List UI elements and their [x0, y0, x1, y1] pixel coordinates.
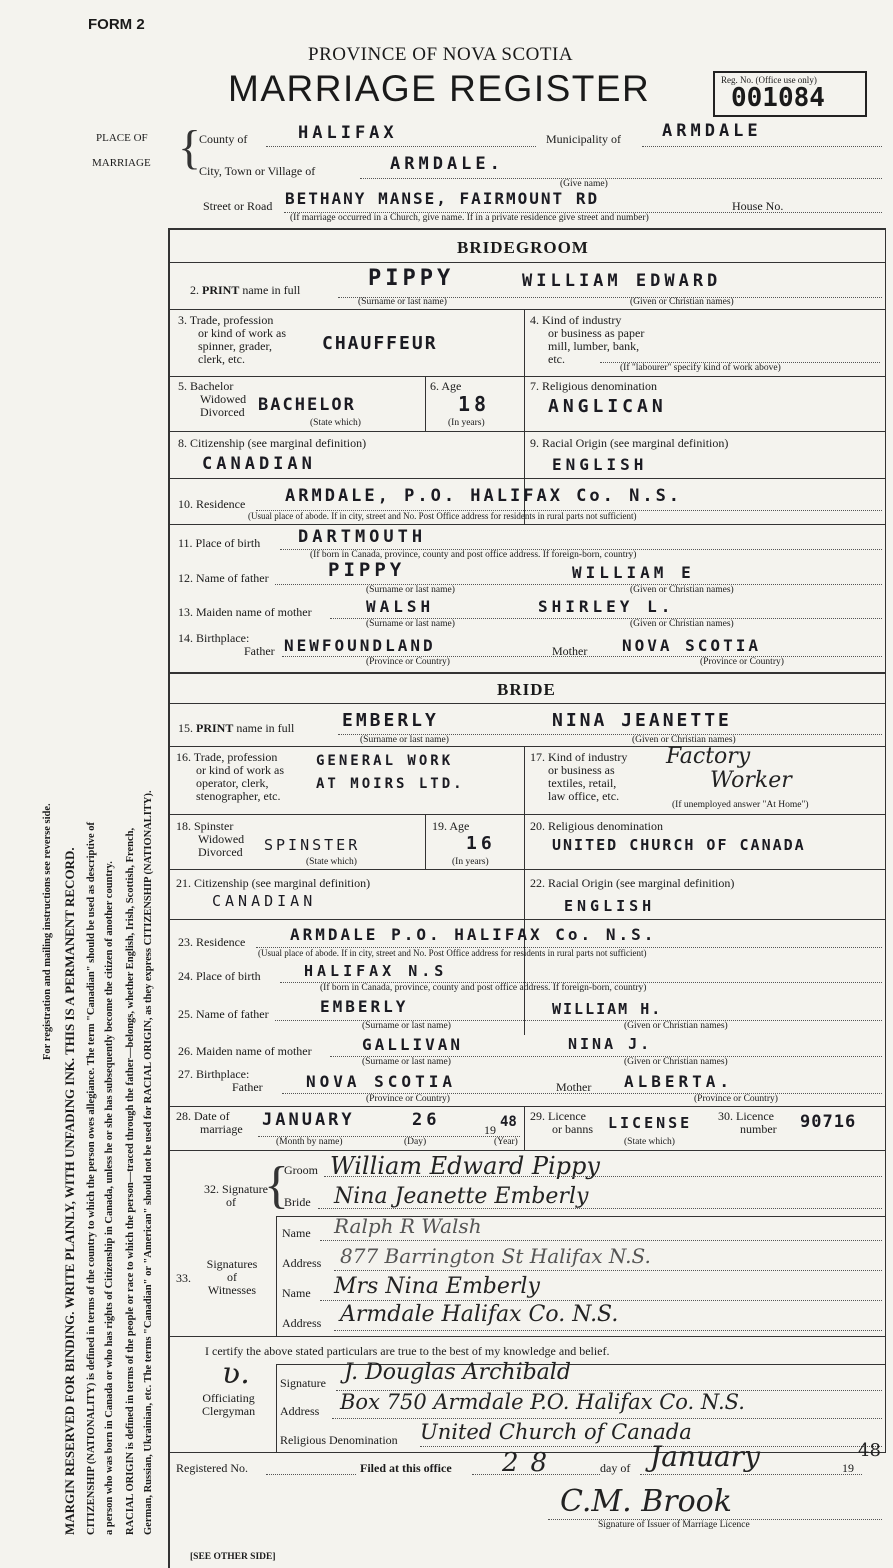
- filed-label: Filed at this office: [360, 1461, 452, 1475]
- bride-father-surname-caption: (Surname or last name): [362, 1021, 451, 1031]
- groom-bp-father-label: Father: [244, 644, 275, 658]
- groom-status: BACHELOR: [258, 395, 356, 415]
- groom-industry-caption: (If "labourer" specify kind of work above): [620, 363, 781, 373]
- groom-citizenship-label: 8. Citizenship (see marginal definition): [178, 436, 367, 450]
- margin-line-2: MARGIN RESERVED FOR BINDING. WRITE PLAINLY, WITH UNFADING INK. THIS IS A PERMANENT RECORD.: [62, 847, 77, 1535]
- filed-year: 48: [858, 1440, 881, 1461]
- groom-bp-mother-caption: (Province or Country): [700, 657, 784, 667]
- bride-birthplace-label: 27. Birthplace:: [178, 1067, 250, 1081]
- filed-year-prefix: 19: [842, 1461, 854, 1475]
- municipality-value: ARMDALE: [662, 121, 762, 141]
- bride-father-given-caption: (Given or Christian names): [624, 1021, 728, 1031]
- w2-address: Armdale Halifax Co. N.S.: [340, 1302, 619, 1327]
- bride-citizenship-label: 21. Citizenship (see marginal definition): [176, 876, 371, 890]
- bride-trade-label: 16. Trade, profession or kind of work as operator, clerk, stenographer, etc.: [176, 750, 284, 803]
- groom-father-given-caption: (Given or Christian names): [630, 585, 734, 595]
- licence-type: LICENSE: [608, 1114, 693, 1132]
- licence-number: 90716: [800, 1112, 857, 1132]
- bride-age-label: 19. Age: [432, 819, 470, 833]
- marriage-day: 26: [412, 1110, 441, 1130]
- clergy-signature: J. Douglas Archibald: [344, 1360, 571, 1385]
- marriage-year-prefix: 19: [484, 1123, 496, 1137]
- bride-age-caption: (In years): [452, 857, 489, 867]
- groom-given: WILLIAM EDWARD: [522, 271, 722, 291]
- bride-mother-given: NINA J.: [568, 1035, 653, 1053]
- filed-month: January: [650, 1440, 760, 1473]
- give-name-caption: (Give name): [560, 179, 608, 189]
- margin-line-1: For registration and mailing instructions see reverse side.: [42, 803, 53, 1060]
- date-label: 28. Date of marriage: [176, 1109, 243, 1136]
- groom-father-surname: PIPPY: [328, 559, 406, 581]
- bride-mother-surname-caption: (Surname or last name): [362, 1057, 451, 1067]
- bride-religion: UNITED CHURCH OF CANADA: [552, 836, 806, 854]
- reg-no-label: Reg. No. (Office use only): [721, 75, 817, 85]
- groom-bp-father-caption: (Province or Country): [366, 657, 450, 667]
- bride-bp-mother: ALBERTA.: [624, 1072, 734, 1091]
- groom-mother-surname-caption: (Surname or last name): [366, 619, 455, 629]
- groom-birthplace-label: 14. Birthplace:: [178, 631, 250, 645]
- groom-surname-caption: (Surname or last name): [358, 297, 447, 307]
- groom-birth-label: 11. Place of birth: [178, 536, 261, 550]
- see-other-side: [SEE OTHER SIDE]: [190, 1552, 276, 1562]
- registered-label: Registered No.: [176, 1461, 248, 1475]
- groom-mother-given: SHIRLEY L.: [538, 597, 675, 616]
- groom-father-surname-caption: (Surname or last name): [366, 585, 455, 595]
- groom-racial: ENGLISH: [552, 455, 648, 474]
- groom-birth-caption: (If born in Canada, province, county and post office address. If foreign-born, country): [310, 550, 637, 560]
- groom-status-label: 5. Bachelor Widowed Divorced: [178, 379, 247, 419]
- w1-name: Ralph R Walsh: [334, 1214, 482, 1238]
- bride-mother-surname: GALLIVAN: [362, 1035, 464, 1054]
- clergy-address-label: Address: [280, 1404, 320, 1418]
- bride-mother-given-caption: (Given or Christian names): [624, 1057, 728, 1067]
- bride-father-label: 25. Name of father: [178, 1007, 269, 1021]
- groom-birth: DARTMOUTH: [298, 527, 427, 547]
- margin-line-3: CITIZENSHIP (NATIONALITY) is defined in terms of the country to which the person owes allegiance. The term "Canadian" should be used as descriptive of: [86, 821, 97, 1535]
- w1-address: 877 Barrington St Halifax N.S.: [340, 1244, 651, 1268]
- bride-religion-label: 20. Religious denomination: [530, 819, 663, 833]
- bride-father-surname: EMBERLY: [320, 997, 409, 1016]
- bride-given: NINA JEANETTE: [552, 710, 732, 731]
- groom-mother-surname: WALSH: [366, 597, 435, 616]
- place-label-2: MARRIAGE: [92, 157, 151, 169]
- bride-name-label: 15. PRINT name in full: [178, 721, 295, 735]
- clergy-sig-label: Signature: [280, 1376, 326, 1390]
- page-title: MARRIAGE REGISTER: [228, 68, 651, 109]
- signature-label: 32. Signature of: [204, 1182, 268, 1209]
- bride-sig-label: Bride: [284, 1195, 311, 1209]
- issuer-caption: Signature of Issuer of Marriage Licence: [598, 1520, 750, 1530]
- bride-industry-line-2: Worker: [710, 768, 792, 793]
- form-number: FORM 2: [88, 16, 145, 33]
- groom-residence-label: 10. Residence: [178, 497, 246, 511]
- bride-heading: BRIDE: [497, 680, 556, 699]
- marriage-year: 48: [500, 1114, 517, 1130]
- groom-trade: CHAUFFEUR: [322, 333, 438, 354]
- bride-citizenship: CANADIAN: [212, 892, 317, 910]
- reg-no-box: [713, 71, 867, 117]
- w1-address-label: Address: [282, 1256, 322, 1270]
- groom-state-caption: (State which): [310, 418, 361, 428]
- margin-line-6: German, Russian, Ukrainian, etc. The terms "Canadian" or "American" should not be used for RACIAL ORIGIN, as they express CITIZENSHIP (NATIONALITY).: [143, 790, 154, 1535]
- county-label: County of: [199, 132, 248, 146]
- groom-bp-mother-label: Mother: [552, 644, 588, 658]
- province-title: PROVINCE OF NOVA SCOTIA: [308, 44, 574, 65]
- margin-line-4: a person who was born in Canada or who has rights of Citizenship in Canada, unless he or she has subsequently become the citizen of another country.: [104, 861, 115, 1535]
- groom-given-caption: (Given or Christian names): [630, 297, 734, 307]
- groom-residence: ARMDALE, P.O. HALIFAX Co. N.S.: [285, 486, 683, 506]
- witness-label: Signatures of Witnesses: [206, 1257, 258, 1297]
- groom-industry-label: 4. Kind of industry or business as paper mill, lumber, bank, etc.: [530, 313, 645, 366]
- month-caption: (Month by name): [276, 1137, 343, 1147]
- groom-name-label: 2. PRINT name in full: [190, 283, 301, 297]
- county-value: HALIFAX: [298, 123, 398, 143]
- groom-bp-father: NEWFOUNDLAND: [284, 636, 436, 655]
- day-of-label: day of: [600, 1461, 631, 1475]
- bride-industry-caption: (If unemployed answer "At Home"): [672, 800, 809, 810]
- street-value: BETHANY MANSE, FAIRMOUNT RD: [285, 189, 600, 208]
- w1-name-label: Name: [282, 1226, 311, 1240]
- w2-address-label: Address: [282, 1316, 322, 1330]
- bride-surname: EMBERLY: [342, 710, 439, 731]
- place-brace: {: [178, 121, 202, 174]
- clergy-denomination: United Church of Canada: [420, 1420, 692, 1444]
- bride-racial-label: 22. Racial Origin (see marginal definition): [530, 876, 735, 890]
- clergy-denom-label: Religious Denomination: [280, 1433, 398, 1447]
- street-caption: (If marriage occurred in a Church, give name. If in a private residence give street and number): [290, 213, 649, 223]
- groom-surname: PIPPY: [368, 266, 455, 291]
- bride-bp-father-label: Father: [232, 1080, 263, 1094]
- bride-age: 16: [466, 833, 496, 854]
- bride-bp-father-caption: (Province or Country): [366, 1094, 450, 1104]
- clergy-address: Box 750 Armdale P.O. Halifax Co. N.S.: [340, 1390, 745, 1414]
- bride-mother-label: 26. Maiden name of mother: [178, 1044, 312, 1058]
- city-value: ARMDALE.: [390, 154, 504, 174]
- clergy-label: Officiating Clergyman: [202, 1391, 256, 1418]
- groom-age-caption: (In years): [448, 418, 485, 428]
- licence-number-label: 30. Licence number: [718, 1109, 777, 1136]
- bride-trade-line-1: GENERAL WORK: [316, 753, 454, 769]
- groom-age: 18: [458, 392, 491, 416]
- bride-industry-label: 17. Kind of industry or business as textiles, retail, law office, etc.: [530, 750, 628, 803]
- bride-bp-father: NOVA SCOTIA: [306, 1072, 456, 1091]
- bride-birth-label: 24. Place of birth: [178, 969, 261, 983]
- groom-bp-mother: NOVA SCOTIA: [622, 636, 761, 655]
- bride-trade-line-2: AT MOIRS LTD.: [316, 776, 465, 792]
- street-label: Street or Road: [203, 199, 273, 213]
- bride-status: SPINSTER: [264, 836, 361, 854]
- bride-bp-mother-label: Mother: [556, 1080, 592, 1094]
- margin-line-5: RACIAL ORIGIN is defined in terms of the people or race to which the person—traced through the father—belongs, whether English, Irish, Scottish, French,: [125, 827, 136, 1535]
- groom-racial-label: 9. Racial Origin (see marginal definition): [530, 436, 729, 450]
- marriage-month: JANUARY: [262, 1110, 355, 1130]
- bride-given-caption: (Given or Christian names): [632, 735, 736, 745]
- groom-mother-given-caption: (Given or Christian names): [630, 619, 734, 629]
- groom-religion: ANGLICAN: [548, 396, 667, 417]
- city-label: City, Town or Village of: [199, 164, 316, 178]
- groom-age-label: 6. Age: [430, 379, 462, 393]
- bride-industry-line-1: Factory: [666, 744, 751, 769]
- w2-name-label: Name: [282, 1286, 311, 1300]
- groom-trade-label: 3. Trade, profession or kind of work as spinner, grader, clerk, etc.: [178, 313, 286, 366]
- filed-day: 28: [502, 1448, 560, 1478]
- groom-father-label: 12. Name of father: [178, 571, 269, 585]
- municipality-label: Municipality of: [546, 132, 621, 146]
- groom-residence-caption: (Usual place of abode. If in city, street and No. Post Office address for residents in rural parts not sufficient): [248, 511, 637, 521]
- groom-religion-label: 7. Religious denomination: [530, 379, 657, 393]
- bride-state-caption: (State which): [306, 857, 357, 867]
- licence-caption: (State which): [624, 1137, 675, 1147]
- reg-no: 001084: [731, 83, 825, 113]
- witness-number: 33.: [176, 1271, 191, 1285]
- licence-label: 29. Licence or banns: [530, 1109, 593, 1136]
- issuer-signature: C.M. Brook: [560, 1484, 732, 1519]
- place-label-1: PLACE OF: [96, 132, 148, 144]
- groom-citizenship: CANADIAN: [202, 454, 316, 474]
- bride-surname-caption: (Surname or last name): [360, 735, 449, 745]
- bride-signature: Nina Jeanette Emberly: [334, 1184, 589, 1209]
- bride-racial: ENGLISH: [564, 897, 656, 915]
- bride-birth-caption: (If born in Canada, province, county and post office address. If foreign-born, country): [320, 983, 647, 993]
- house-label: House No.: [732, 199, 784, 213]
- bride-residence: ARMDALE P.O. HALIFAX Co. N.S.: [290, 925, 657, 944]
- bride-residence-caption: (Usual place of abode. If in city, street and No. Post Office address for residents in rural parts not sufficient): [258, 948, 647, 958]
- bride-bp-mother-caption: (Province or Country): [694, 1094, 778, 1104]
- w2-name: Mrs Nina Emberly: [334, 1274, 540, 1299]
- bride-status-label: 18. Spinster Widowed Divorced: [176, 819, 245, 859]
- groom-sig-label: Groom: [284, 1163, 318, 1177]
- bride-residence-label: 23. Residence: [178, 935, 246, 949]
- bride-father-given: WILLIAM H.: [552, 1000, 663, 1018]
- bridegroom-heading: BRIDEGROOM: [457, 238, 589, 257]
- groom-mother-label: 13. Maiden name of mother: [178, 605, 312, 619]
- groom-father-given: WILLIAM E: [572, 563, 695, 582]
- year-caption: (Year): [494, 1137, 518, 1147]
- groom-signature: William Edward Pippy: [330, 1152, 600, 1180]
- day-caption: (Day): [404, 1137, 427, 1147]
- bride-birth: HALIFAX N.S: [304, 962, 448, 980]
- certify-text: I certify the above stated particulars are true to the best of my knowledge and belief.: [205, 1344, 610, 1358]
